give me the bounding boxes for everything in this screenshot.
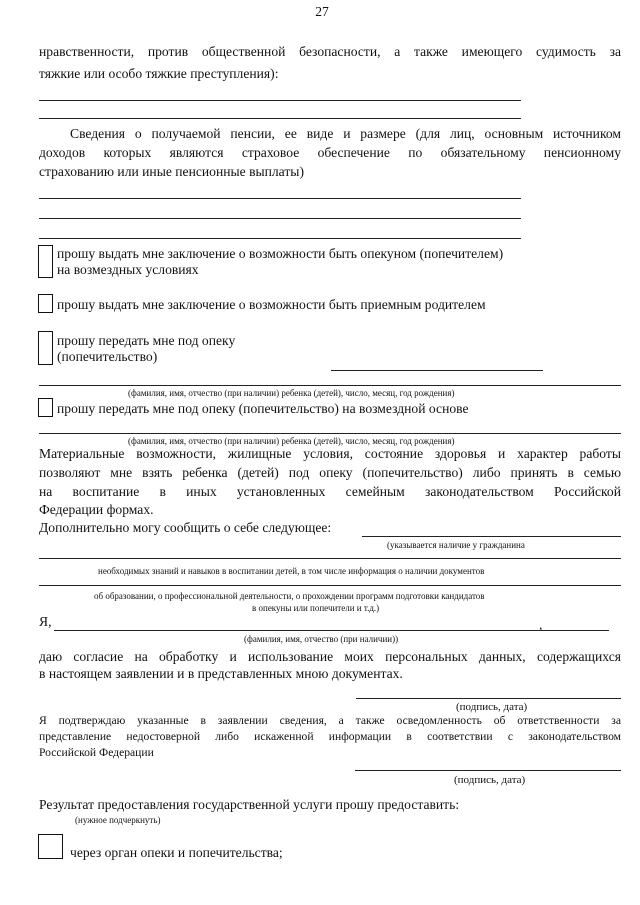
custody-child-field-line[interactable] [39, 385, 621, 386]
result-note: (нужное подчеркнуть) [75, 815, 161, 825]
additional-field-line-2[interactable] [39, 558, 621, 559]
pension-line-2: доходов которых являются страховое обеспечение по обязательному пенсионному [39, 145, 621, 160]
material-line-2: позволяют мне взять ребенка (детей) под опеку (попечительство) либо принять в семью [39, 465, 621, 480]
pension-line-3: страхованию или иные пенсионные выплаты) [39, 164, 304, 179]
custody-option-line-1: прошу передать мне под опеку [57, 333, 236, 348]
result-option-1: через орган опеки и попечительства; [70, 845, 283, 860]
material-line-4: Федерации формах. [39, 502, 154, 517]
conviction-field-line-2[interactable] [39, 118, 521, 119]
result-label: Результат предоставления государственной услуги прошу предоставить: [39, 797, 460, 812]
consent-comma: , [539, 617, 543, 632]
consent-signature-line[interactable] [356, 698, 621, 699]
pension-field-line-3[interactable] [39, 238, 521, 239]
custody-option-line-2: (попечительство) [57, 349, 158, 364]
additional-caption-1: (указывается наличие у гражданина [387, 540, 525, 550]
additional-field-line-3[interactable] [39, 585, 621, 586]
page-number: 27 [315, 4, 329, 19]
guardian-option-line-1: прошу выдать мне заключение о возможности быть опекуном (попечителем) [57, 246, 504, 261]
child-caption-2: (фамилия, имя, отчество (при наличии) ребенка (детей), число, месяц, год рождения) [128, 436, 455, 446]
confirm-signature-line[interactable] [355, 770, 621, 771]
custody-paid-child-field-line[interactable] [39, 433, 621, 434]
consent-ya: Я, [39, 614, 52, 629]
confirm-line-2: представление недостоверной либо искаженной информации в соответствии с законодательством [39, 730, 621, 743]
consent-name-field-line[interactable] [54, 630, 609, 631]
result-option-1-checkbox[interactable] [38, 834, 63, 859]
consent-line-1: даю согласие на обработку и использование моих персональных данных, содержащихся [39, 649, 621, 664]
intro-line-1: нравственности, против общественной безопасности, а также имеющего судимость за [39, 44, 621, 59]
material-line-3: на воспитание в иных установленных семейным законодательством Российской [39, 484, 621, 499]
additional-caption-2: необходимых знаний и навыков в воспитании детей, в том числе информация о наличии документов [98, 566, 485, 576]
custody-field-line-short[interactable] [331, 370, 543, 371]
guardian-checkbox[interactable] [38, 245, 53, 278]
consent-line-2: в настоящем заявлении и в представленных мною документах. [39, 666, 403, 681]
guardian-option-line-2: на возмездных условиях [57, 262, 199, 277]
material-line-1: Материальные возможности, жилищные условия, состояние здоровья и характер работы [39, 446, 621, 461]
additional-field-line-1[interactable] [362, 536, 621, 537]
custody-paid-option: прошу передать мне под опеку (попечительство) на возмездной основе [57, 401, 469, 416]
child-caption-1: (фамилия, имя, отчество (при наличии) ребенка (детей), число, месяц, год рождения) [128, 388, 455, 398]
pension-field-line-2[interactable] [39, 218, 521, 219]
consent-signature-caption: (подпись, дата) [456, 701, 528, 713]
pension-field-line-1[interactable] [39, 198, 521, 199]
foster-checkbox[interactable] [38, 294, 53, 313]
conviction-field-line-1[interactable] [39, 100, 521, 101]
custody-paid-checkbox[interactable] [38, 398, 53, 417]
confirm-line-3: Российской Федерации [39, 746, 154, 759]
additional-caption-4: в опекуны или попечители и т.д.) [252, 603, 380, 613]
additional-label: Дополнительно могу сообщить о себе следующее: [39, 520, 332, 535]
custody-checkbox[interactable] [38, 331, 53, 365]
pension-line-1: Сведения о получаемой пенсии, ее виде и размере (для лиц, основным источником [70, 126, 621, 141]
confirm-line-1: Я подтверждаю указанные в заявлении сведения, а также осведомленность об ответственности за [39, 714, 621, 727]
additional-caption-3: об образовании, о профессиональной деятельности, о прохождении программ подготовки кандидатов [94, 591, 485, 601]
consent-name-caption: (фамилия, имя, отчество (при наличии)) [244, 634, 399, 644]
confirm-signature-caption: (подпись, дата) [454, 774, 526, 786]
foster-option: прошу выдать мне заключение о возможности быть приемным родителем [57, 297, 486, 312]
intro-line-2: тяжкие или особо тяжкие преступления): [39, 66, 279, 81]
